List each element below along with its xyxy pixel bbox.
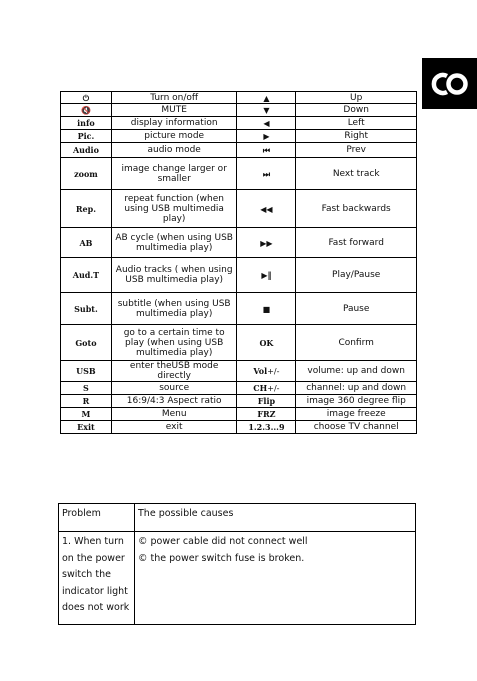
key-label: ▶▶ bbox=[260, 237, 273, 248]
key-symbol bbox=[237, 117, 296, 130]
key-function: Next track bbox=[296, 158, 417, 190]
trouble-header-row bbox=[59, 504, 416, 532]
key-label: CH bbox=[253, 382, 268, 393]
key-symbol: M bbox=[61, 408, 112, 421]
key-label: ▶ bbox=[263, 131, 270, 141]
key-symbol: info bbox=[61, 117, 112, 130]
cause-item: © power cable did not connect well bbox=[138, 536, 308, 547]
remote-row bbox=[61, 228, 417, 258]
key-symbol: ⏻ bbox=[61, 92, 112, 104]
key-symbol: Audio bbox=[61, 143, 112, 158]
key-symbol bbox=[237, 258, 296, 293]
key-label: ■ bbox=[262, 303, 271, 314]
key-function: volume: up and down bbox=[296, 361, 417, 382]
key-symbol bbox=[237, 92, 296, 104]
remote-row bbox=[61, 361, 417, 382]
key-symbol: Exit bbox=[61, 421, 112, 434]
key-function: Fast backwards bbox=[296, 190, 417, 228]
logo-mark-icon bbox=[430, 71, 470, 97]
remote-row bbox=[61, 258, 417, 293]
key-function: 16:9/4:3 Aspect ratio bbox=[111, 395, 237, 408]
causes-cell bbox=[135, 532, 416, 625]
brand-logo bbox=[422, 58, 477, 109]
key-symbol bbox=[237, 408, 296, 421]
problem-cell: 1. When turn on the power switch the indicator light does not work bbox=[59, 532, 135, 625]
remote-row bbox=[61, 143, 417, 158]
key-function: repeat function (when using USB multimedia play) bbox=[111, 190, 237, 228]
key-symbol: AB bbox=[61, 228, 112, 258]
key-label: 1.2.3...9 bbox=[248, 422, 285, 432]
key-suffix: +/- bbox=[267, 366, 280, 376]
cause-item: © the power switch fuse is broken. bbox=[138, 552, 305, 564]
key-function: subtitle (when using USB multimedia play) bbox=[111, 293, 237, 325]
key-function: image freeze bbox=[296, 408, 417, 421]
key-symbol bbox=[237, 395, 296, 408]
key-function: Pause bbox=[296, 293, 417, 325]
key-function: enter theUSB mode directly bbox=[111, 361, 237, 382]
remote-row bbox=[61, 382, 417, 395]
key-symbol bbox=[237, 361, 296, 382]
key-function: Up bbox=[296, 92, 417, 104]
key-label: ⏭ bbox=[262, 168, 271, 179]
key-function: source bbox=[111, 382, 237, 395]
key-function: go to a certain time to play (when using USB multimedia play) bbox=[111, 325, 237, 361]
key-symbol bbox=[237, 382, 296, 395]
key-label: ⏮ bbox=[262, 145, 271, 155]
remote-row bbox=[61, 395, 417, 408]
key-symbol bbox=[237, 293, 296, 325]
key-function: Right bbox=[296, 130, 417, 143]
key-function: Down bbox=[296, 104, 417, 117]
key-symbol bbox=[237, 325, 296, 361]
key-function: channel: up and down bbox=[296, 382, 417, 395]
key-label: OK bbox=[259, 337, 274, 348]
key-function: Turn on/off bbox=[111, 92, 237, 104]
remote-row bbox=[61, 130, 417, 143]
key-symbol: zoom bbox=[61, 158, 112, 190]
key-symbol bbox=[237, 190, 296, 228]
remote-row bbox=[61, 293, 417, 325]
key-symbol: Pic. bbox=[61, 130, 112, 143]
problem-header: Problem bbox=[59, 504, 135, 532]
key-function: Fast forward bbox=[296, 228, 417, 258]
remote-row bbox=[61, 325, 417, 361]
key-function: display information bbox=[111, 117, 237, 130]
key-function: Audio tracks ( when using USB multimedia play) bbox=[111, 258, 237, 293]
key-label: Flip bbox=[257, 396, 276, 406]
key-function: image 360 degree flip bbox=[296, 395, 417, 408]
key-function: audio mode bbox=[111, 143, 237, 158]
key-function: Play/Pause bbox=[296, 258, 417, 293]
key-label: ◀◀ bbox=[260, 203, 273, 214]
remote-row bbox=[61, 408, 417, 421]
key-symbol bbox=[237, 228, 296, 258]
key-function: choose TV channel bbox=[296, 421, 417, 434]
key-symbol bbox=[237, 130, 296, 143]
trouble-row bbox=[59, 532, 416, 625]
key-label: Vol bbox=[253, 365, 268, 376]
key-symbol: R bbox=[61, 395, 112, 408]
key-label: ▲ bbox=[263, 92, 270, 103]
key-function: exit bbox=[111, 421, 237, 434]
key-function: Confirm bbox=[296, 325, 417, 361]
key-symbol bbox=[237, 143, 296, 158]
key-suffix: +/- bbox=[267, 383, 280, 393]
key-function: MUTE bbox=[111, 104, 237, 117]
troubleshooting-table bbox=[58, 503, 416, 625]
key-function: Prev bbox=[296, 143, 417, 158]
key-symbol bbox=[237, 421, 296, 434]
remote-control-table bbox=[60, 91, 417, 434]
remote-row bbox=[61, 421, 417, 434]
key-function: Left bbox=[296, 117, 417, 130]
key-function: AB cycle (when using USB multimedia play) bbox=[111, 228, 237, 258]
key-label: ▶‖ bbox=[261, 270, 272, 280]
key-label: ▼ bbox=[263, 105, 270, 115]
key-symbol: 🔇 bbox=[61, 104, 112, 117]
key-function: Menu bbox=[111, 408, 237, 421]
remote-row bbox=[61, 92, 417, 104]
key-symbol: Rep. bbox=[61, 190, 112, 228]
remote-row bbox=[61, 158, 417, 190]
key-function: image change larger or smaller bbox=[111, 158, 237, 190]
key-symbol: Subt. bbox=[61, 293, 112, 325]
remote-row bbox=[61, 104, 417, 117]
key-symbol: Aud.T bbox=[61, 258, 112, 293]
remote-row bbox=[61, 190, 417, 228]
key-symbol: S bbox=[61, 382, 112, 395]
key-function: picture mode bbox=[111, 130, 237, 143]
key-symbol bbox=[237, 158, 296, 190]
causes-header: The possible causes bbox=[135, 504, 416, 532]
key-label: ◀ bbox=[263, 118, 270, 128]
remote-row bbox=[61, 117, 417, 130]
key-label: FRZ bbox=[257, 409, 276, 419]
key-symbol: Goto bbox=[61, 325, 112, 361]
key-symbol: USB bbox=[61, 361, 112, 382]
key-symbol bbox=[237, 104, 296, 117]
